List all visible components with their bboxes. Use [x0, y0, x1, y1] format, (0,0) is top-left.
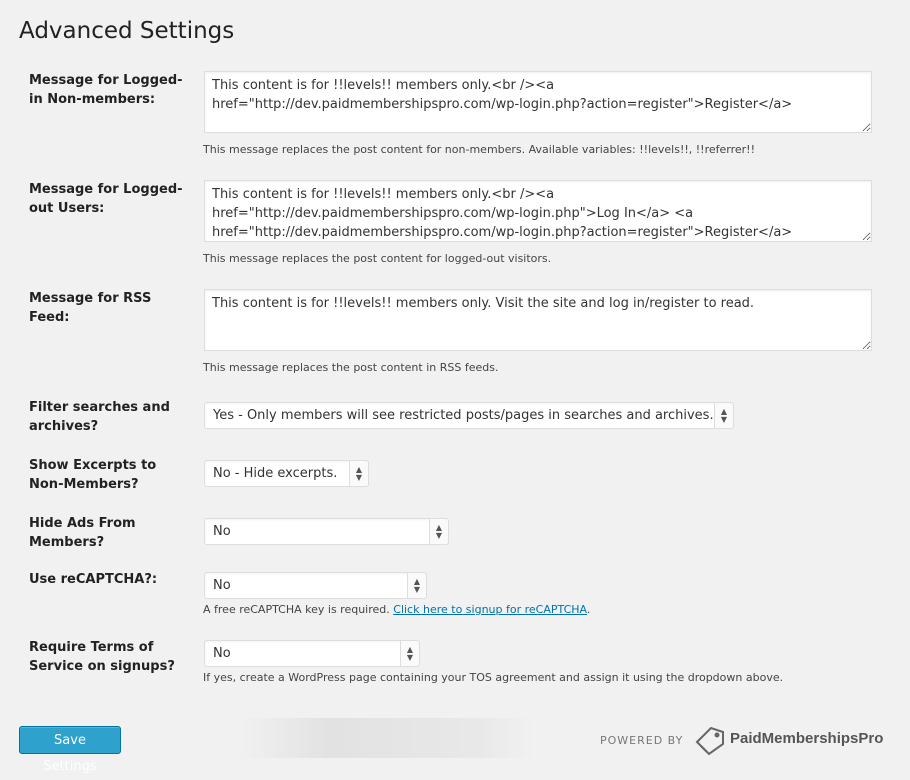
recaptcha-signup-link[interactable]: Click here to signup for reCAPTCHA	[393, 603, 587, 616]
logged-in-nonmembers-description: This message replaces the post content for non-members. Available variables: !!levels!!, !!referrer!!	[203, 143, 755, 156]
label-logged-in-nonmembers: Message for Logged-in Non-members:	[29, 73, 183, 107]
hide-ads-selected-value: No	[213, 524, 231, 539]
label-recaptcha: Use reCAPTCHA?:	[29, 572, 158, 587]
label-hide-ads: Hide Ads From Members?	[29, 516, 136, 550]
footer-fade	[240, 718, 534, 758]
select-arrows-icon: ▲ ▼	[714, 403, 733, 428]
filter-searches-selected-value: Yes - Only members will see restricted posts/pages in searches and archives.	[213, 408, 714, 423]
save-settings-button[interactable]: Save Settings	[19, 726, 121, 754]
tos-selected-value: No	[213, 646, 231, 661]
recaptcha-description-text: A free reCAPTCHA key is required.	[203, 603, 390, 616]
label-show-excerpts: Show Excerpts to Non-Members?	[29, 458, 157, 492]
page-title: Advanced Settings	[19, 18, 235, 44]
tos-description: If yes, create a WordPress page containing your TOS agreement and assign it using the dropdown above.	[203, 671, 784, 684]
brand-name: PaidMembershipsPro	[730, 730, 884, 747]
select-arrows-icon: ▲ ▼	[400, 641, 419, 666]
show-excerpts-selected-value: No - Hide excerpts.	[213, 466, 338, 481]
rss-feed-description: This message replaces the post content in RSS feeds.	[203, 361, 499, 374]
logged-in-nonmembers-textarea[interactable]	[204, 71, 872, 133]
label-tos: Require Terms of Service on signups?	[29, 640, 175, 674]
rss-feed-textarea[interactable]	[204, 289, 872, 351]
select-arrows-icon: ▲ ▼	[407, 573, 426, 598]
recaptcha-description	[203, 603, 590, 616]
label-logged-out-users: Message for Logged-out Users:	[29, 182, 183, 216]
recaptcha-description-suffix: .	[586, 603, 591, 616]
recaptcha-selected-value: No	[213, 578, 231, 593]
show-excerpts-select[interactable]	[204, 460, 369, 487]
select-arrows-icon: ▲ ▼	[429, 519, 448, 544]
paidmembershipspro-logo-icon	[693, 722, 727, 756]
label-rss-feed: Message for RSS Feed:	[29, 291, 152, 325]
filter-searches-select[interactable]	[204, 402, 734, 429]
select-arrows-icon: ▲ ▼	[349, 461, 368, 486]
powered-by-text: POWERED BY	[600, 734, 684, 747]
hide-ads-select[interactable]	[204, 518, 449, 545]
logged-out-users-textarea[interactable]	[204, 180, 872, 242]
logged-out-users-description: This message replaces the post content for logged-out visitors.	[203, 252, 552, 265]
tos-select[interactable]	[204, 640, 420, 667]
recaptcha-select[interactable]	[204, 572, 427, 599]
label-filter-searches: Filter searches and archives?	[29, 400, 170, 434]
